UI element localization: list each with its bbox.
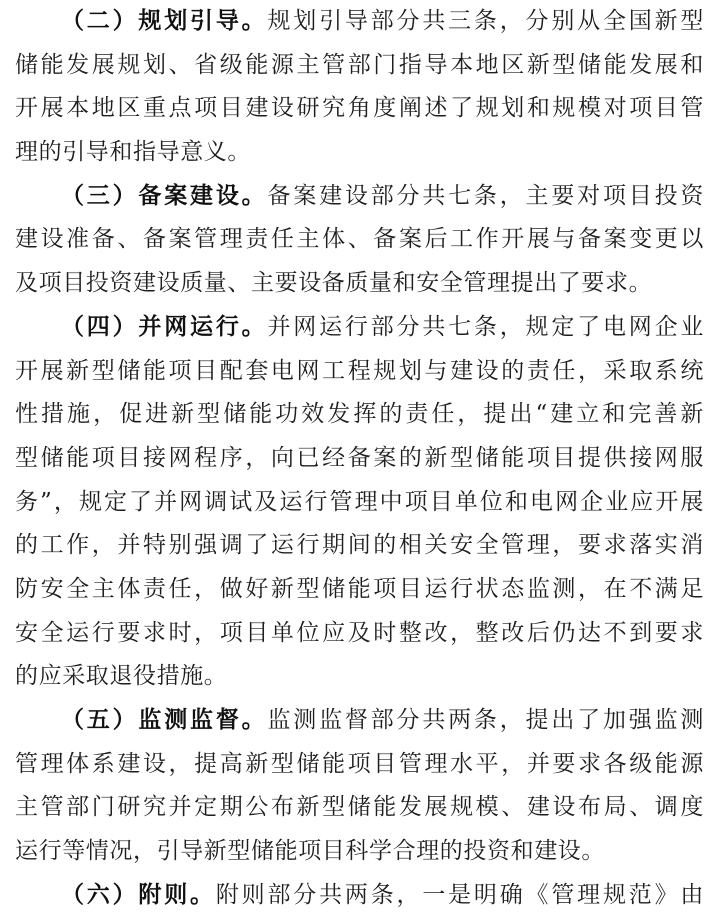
section-filing-construction [15, 175, 704, 306]
section-heading: （四）并网运行。 [61, 313, 268, 340]
section-grid-connection [15, 306, 704, 699]
paragraph-line: 储能发展规划、省级能源主管部门指导本地区新型储能发展和 [15, 51, 704, 78]
section-monitoring-supervision [15, 699, 704, 874]
paragraph-line: 管理体系建设，提高新型储能项目管理水平，并要求各级能源 [15, 750, 704, 777]
paragraph-text: 附则部分共两条，一是明确《管理规范》由 [215, 881, 704, 908]
paragraph-line: 及项目投资建设质量、主要设备质量和安全管理提出了要求。 [15, 270, 653, 297]
paragraph-line: 主管部门研究并定期公布新型储能发展规模、建设布局、调度 [15, 794, 704, 821]
paragraph-line [15, 306, 704, 350]
section-heading: （二）规划引导。 [61, 8, 268, 34]
paragraph-line: 建设准备、备案管理责任主体、备案后工作开展与备案变更以 [15, 226, 704, 253]
paragraph-line: 型储能项目接网程序，向已经备案的新型储能项目提供接网服 [15, 444, 704, 471]
paragraph-line: 开展新型储能项目配套电网工程规划与建设的责任，采取系统 [15, 357, 704, 384]
paragraph-text: 备案建设部分共七条，主要对项目投资 [267, 182, 704, 209]
paragraph-line [15, 874, 704, 917]
paragraph-line: 的应采取退役措施。 [15, 663, 228, 690]
paragraph-line [15, 699, 704, 743]
paragraph-line: 务”，规定了并网调试及运行管理中项目单位和电网企业应开展 [15, 488, 704, 515]
paragraph-line: 的工作，并特别强调了运行期间的相关安全管理，要求落实消 [15, 532, 704, 559]
paragraph-line [15, 175, 704, 219]
paragraph-line: 理的引导和指导意义。 [15, 139, 251, 166]
paragraph-line: 防安全主体责任，做好新型储能项目运行状态监测，在不满足 [15, 575, 704, 602]
paragraph-line: 性措施，促进新型储能功效发挥的责任，提出“建立和完善新 [15, 401, 704, 428]
paragraph-line [15, 0, 704, 44]
paragraph-text: 规划引导部分共三条，分别从全国新型 [267, 8, 704, 34]
section-heading: （五）监测监督。 [61, 707, 268, 733]
paragraph-line: 运行等情况，引导新型储能项目科学合理的投资和建设。 [15, 838, 605, 865]
section-heading: （三）备案建设。 [61, 182, 268, 209]
paragraph-text: 并网运行部分共七条，规定了电网企业 [267, 313, 704, 340]
paragraph-line: 安全运行要求时，项目单位应及时整改，整改后仍达不到要求 [15, 619, 704, 646]
paragraph-line: 开展本地区重点项目建设研究角度阐述了规划和规模对项目管 [15, 95, 704, 122]
section-heading: （六）附则。 [61, 881, 216, 908]
section-supplementary-provisions [15, 874, 704, 917]
paragraph-text: 监测监督部分共两条，提出了加强监测 [267, 707, 704, 733]
section-planning-guidance [15, 0, 704, 175]
